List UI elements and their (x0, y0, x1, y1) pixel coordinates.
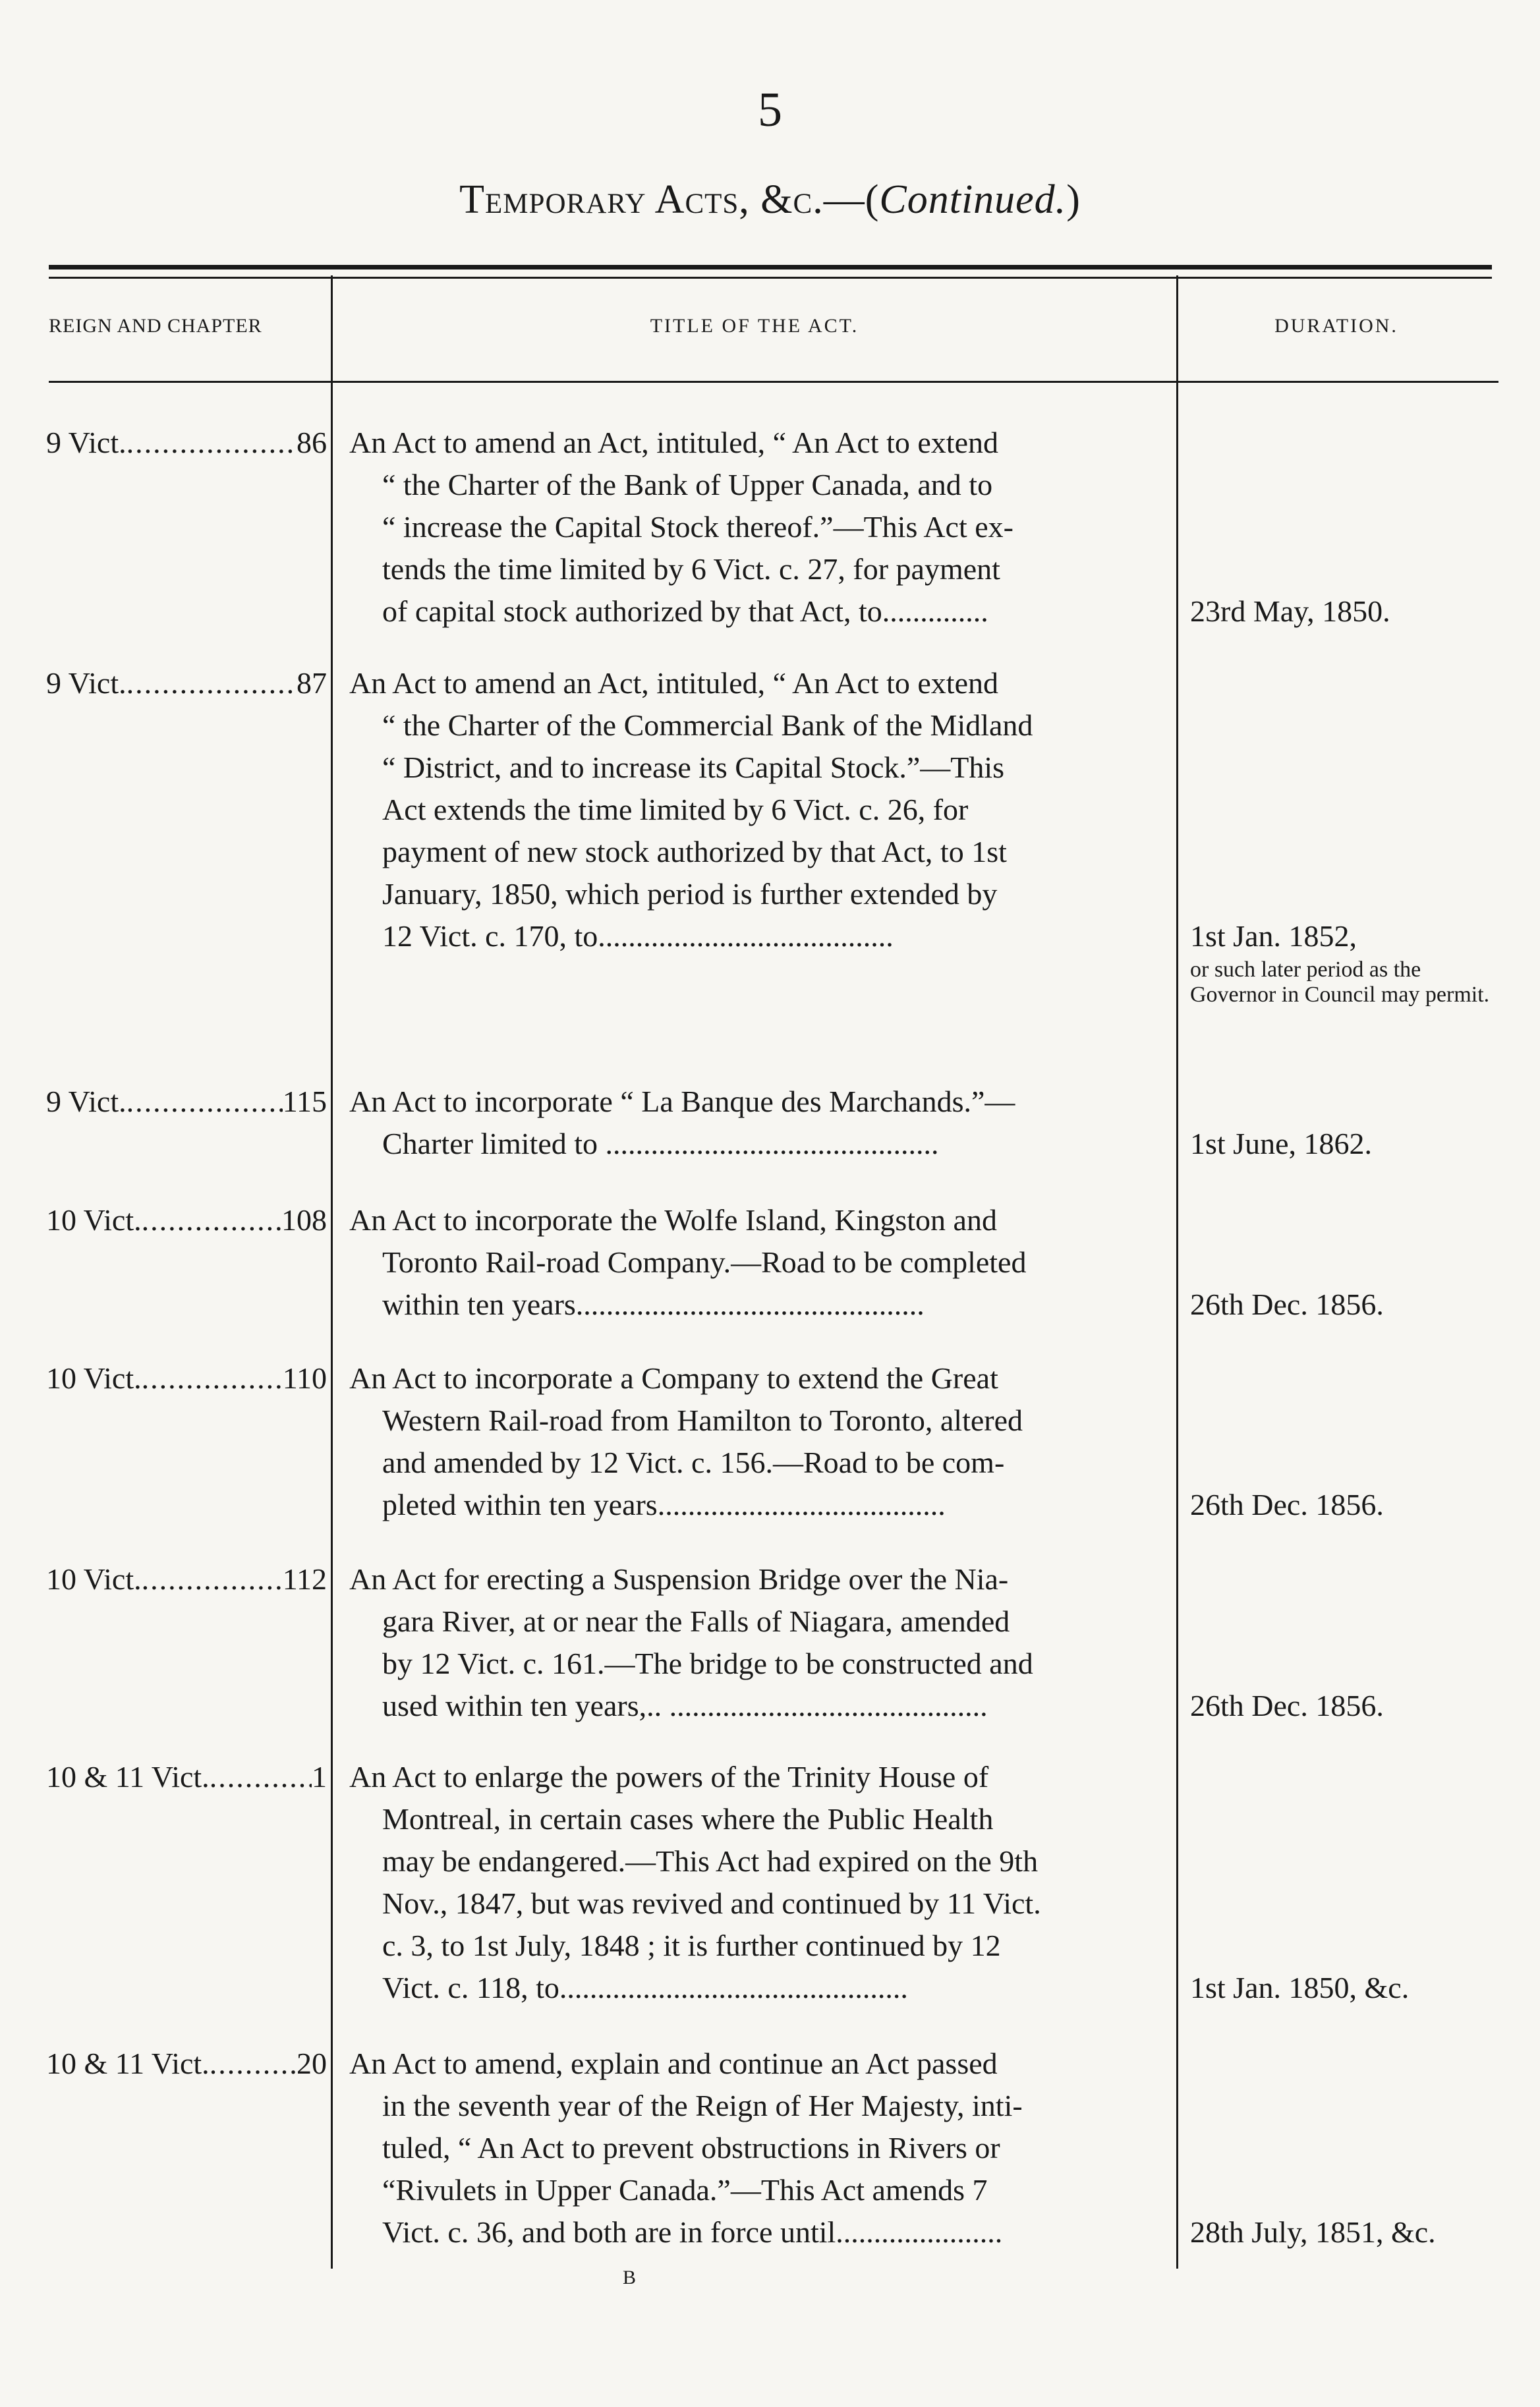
dot-leader (142, 1357, 283, 1400)
reign-label: 10 Vict. (46, 1361, 142, 1395)
reign-label: 9 Vict. (46, 1085, 127, 1118)
act-duration (1190, 1685, 1500, 1727)
column-divider-1 (331, 275, 333, 2269)
act-title-line: within ten years.............................................. (382, 1288, 925, 1321)
duration-note: or such later period as the Governor in Council may permit. (1190, 957, 1490, 1007)
top-rule-thin (49, 277, 1492, 279)
chapter-number: 20 (297, 2047, 327, 2080)
act-title-line: An Act for erecting a Suspension Bridge over the Nia- (349, 1562, 1009, 1596)
heading-close: ) (1066, 177, 1081, 222)
act-title-line: “Rivulets in Upper Canada.”—This Act amends 7 (382, 2173, 988, 2207)
duration-date: 28th July, 1851, &c. (1190, 2215, 1436, 2249)
reign-and-chapter (46, 1357, 327, 1400)
column-header-title: TITLE OF THE ACT. (650, 315, 859, 337)
reign-and-chapter (46, 662, 327, 704)
reign-and-chapter (46, 2043, 327, 2085)
duration-date: 26th Dec. 1856. (1190, 1288, 1384, 1321)
reign-and-chapter (46, 1081, 327, 1123)
act-title-line: tends the time limited by 6 Vict. c. 27, for payment (382, 552, 1000, 586)
reign-label: 10 Vict. (46, 1203, 142, 1237)
act-title-line: Act extends the time limited by 6 Vict. c. 26, for (382, 793, 969, 826)
dot-leader (142, 1558, 283, 1600)
act-duration (1190, 2211, 1500, 2253)
column-divider-2 (1176, 275, 1178, 2269)
duration-date: 1st Jan. 1850, &c. (1190, 1971, 1410, 2004)
act-duration (1190, 1484, 1500, 1526)
duration-date: 1st June, 1862. (1190, 1127, 1372, 1160)
act-title-line: “ the Charter of the Commercial Bank of the Midland (382, 708, 1033, 742)
act-title (349, 1558, 1160, 1727)
act-title-line: c. 3, to 1st July, 1848 ; it is further continued by 12 (382, 1929, 1001, 1962)
reign-and-chapter (46, 1756, 327, 1798)
reign-label: 10 & 11 Vict. (46, 1760, 210, 1794)
duration-date: 1st Jan. 1852, (1190, 919, 1357, 953)
act-duration (1190, 590, 1500, 633)
act-title-line: 12 Vict. c. 170, to....................................... (382, 919, 894, 953)
act-duration (1190, 1967, 1500, 2009)
duration-date: 26th Dec. 1856. (1190, 1488, 1384, 1521)
act-title (349, 2043, 1160, 2253)
act-title-line: An Act to enlarge the powers of the Trinity House of (349, 1760, 989, 1794)
act-title-line: Toronto Rail-road Company.—Road to be completed (382, 1245, 1027, 1279)
act-title-line: may be endangered.—This Act had expired on the 9th (382, 1844, 1039, 1878)
act-title-line: of capital stock authorized by that Act, to.............. (382, 594, 988, 628)
act-title (349, 662, 1160, 957)
act-title-line: gara River, at or near the Falls of Niagara, amended (382, 1604, 1010, 1638)
act-title-line: payment of new stock authorized by that Act, to 1st (382, 835, 1007, 868)
page-number: 5 (758, 83, 782, 137)
chapter-number: 115 (282, 1085, 327, 1118)
reign-and-chapter (46, 1558, 327, 1600)
act-title-line: and amended by 12 Vict. c. 156.—Road to be com- (382, 1446, 1005, 1479)
act-title-line: “ increase the Capital Stock thereof.”—This Act ex- (382, 510, 1013, 544)
act-title-line: pleted within ten years...................................... (382, 1488, 946, 1521)
duration-date: 26th Dec. 1856. (1190, 1689, 1384, 1722)
duration-date: 23rd May, 1850. (1190, 594, 1390, 628)
signature-mark: B (623, 2267, 637, 2288)
act-duration (1190, 1284, 1500, 1326)
act-title-line: in the seventh year of the Reign of Her Majesty, inti- (382, 2089, 1023, 2122)
act-title-line: by 12 Vict. c. 161.—The bridge to be constructed and (382, 1647, 1033, 1680)
act-title-line: January, 1850, which period is further extended by (382, 877, 998, 911)
act-duration (1190, 1123, 1500, 1165)
dot-leader (127, 422, 297, 464)
heading-continued: Continued. (879, 177, 1067, 222)
chapter-number: 1 (312, 1760, 327, 1794)
reign-label: 10 & 11 Vict. (46, 2047, 210, 2080)
act-title (349, 422, 1160, 633)
act-title-line: “ District, and to increase its Capital Stock.”—This (382, 750, 1005, 784)
chapter-number: 86 (297, 426, 327, 459)
heading-text: Temporary Acts, &c.—( (459, 177, 880, 222)
chapter-number: 112 (282, 1562, 327, 1596)
reign-label: 10 Vict. (46, 1562, 142, 1596)
dot-leader (127, 1081, 283, 1123)
act-title (349, 1756, 1160, 2009)
act-title-line: used within ten years,.. .......................................... (382, 1689, 988, 1722)
chapter-number: 110 (282, 1361, 327, 1395)
act-title-line: Nov., 1847, but was revived and continued by 11 Vict. (382, 1886, 1041, 1920)
reign-and-chapter (46, 1199, 327, 1241)
reign-and-chapter (46, 422, 327, 464)
dot-leader (127, 662, 297, 704)
reign-label: 9 Vict. (46, 426, 127, 459)
dot-leader (142, 1199, 281, 1241)
act-title-line: Charter limited to ............................................ (382, 1127, 939, 1160)
act-title (349, 1199, 1160, 1326)
act-title-line: “ the Charter of the Bank of Upper Canada, and to (382, 468, 993, 501)
reign-label: 9 Vict. (46, 666, 127, 700)
column-header-duration: DURATION. (1274, 315, 1398, 337)
act-title-line: An Act to incorporate “ La Banque des Marchands.”— (349, 1085, 1015, 1118)
act-title-line: tuled, “ An Act to prevent obstructions in Rivers or (382, 2131, 1000, 2165)
act-title (349, 1357, 1160, 1526)
page-heading (0, 177, 1540, 223)
dot-leader (210, 1756, 312, 1798)
act-title-line: An Act to incorporate a Company to extend the Great (349, 1361, 998, 1395)
act-title-line: An Act to incorporate the Wolfe Island, Kingston and (349, 1203, 997, 1237)
dot-leader (210, 2043, 297, 2085)
act-duration (1190, 915, 1500, 1007)
act-title-line: Western Rail-road from Hamilton to Toronto, altered (382, 1403, 1023, 1437)
header-rule (49, 381, 1498, 383)
top-rule-thick (49, 265, 1492, 269)
act-title-line: An Act to amend an Act, intituled, “ An Act to extend (349, 666, 998, 700)
act-title-line: An Act to amend an Act, intituled, “ An Act to extend (349, 426, 998, 459)
column-header-reign: REIGN AND CHAPTER (49, 315, 262, 337)
act-title-line: Vict. c. 118, to.............................................. (382, 1971, 908, 2004)
act-title (349, 1081, 1160, 1165)
act-title-line: Vict. c. 36, and both are in force until...................... (382, 2215, 1003, 2249)
act-title-line: Montreal, in certain cases where the Public Health (382, 1802, 994, 1836)
chapter-number: 87 (297, 666, 327, 700)
act-title-line: An Act to amend, explain and continue an Act passed (349, 2047, 998, 2080)
chapter-number: 108 (281, 1203, 327, 1237)
